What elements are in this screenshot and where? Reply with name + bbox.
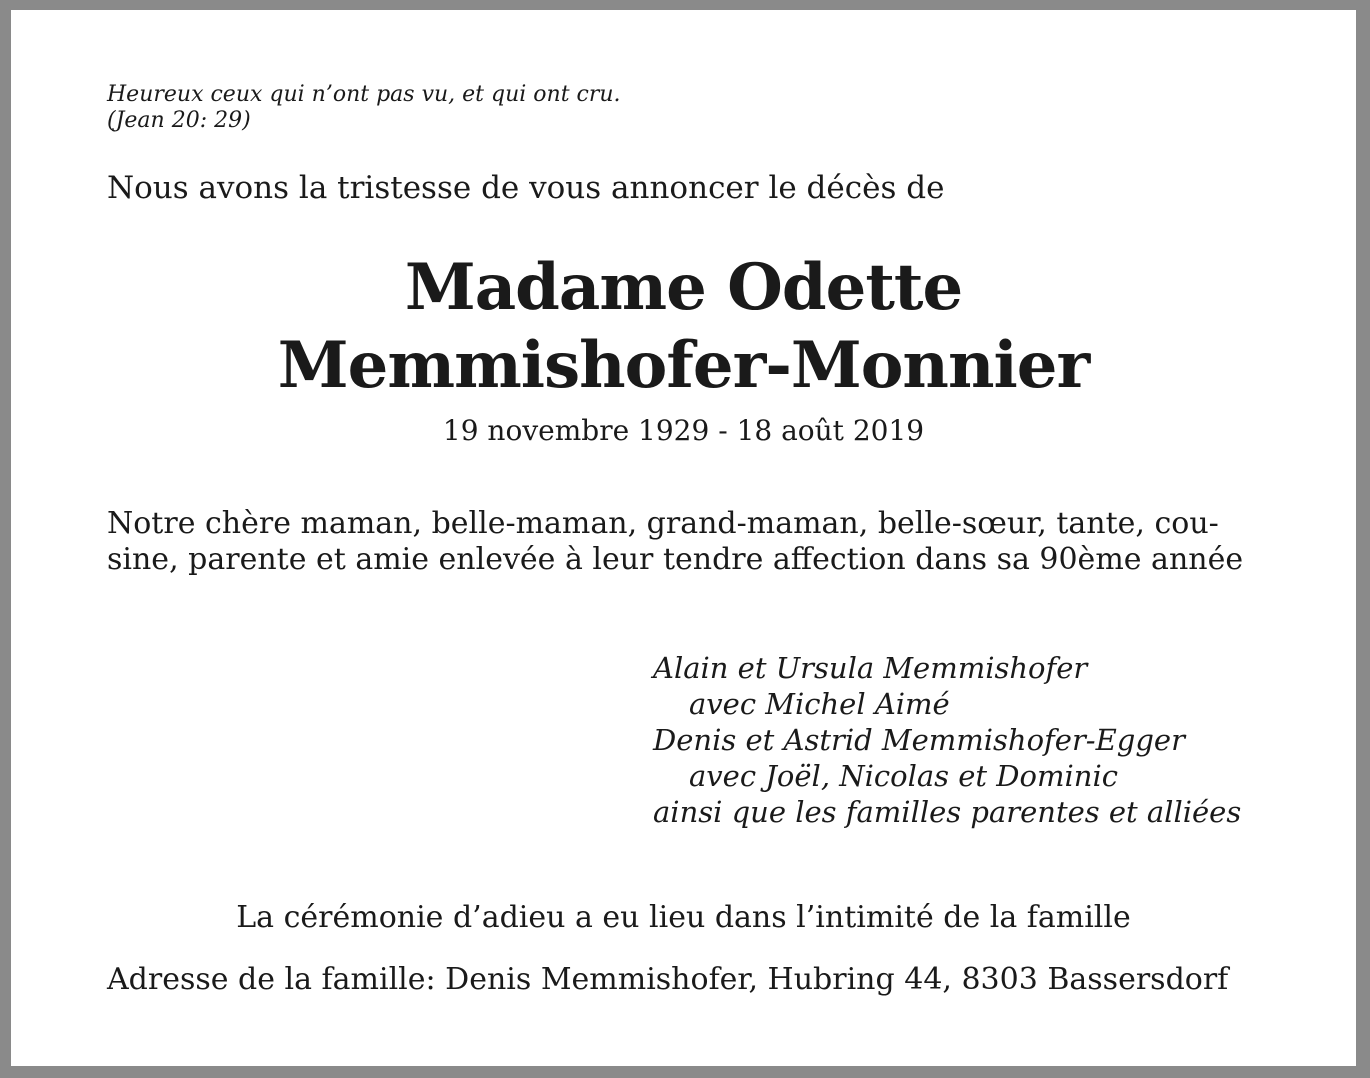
ceremony-notice: La cérémonie d’adieu a eu lieu dans l’intimité de la famille	[236, 900, 1131, 935]
bible-verse-reference: (Jean 20: 29)	[107, 108, 251, 133]
description-line-1: Notre chère maman, belle-maman, grand-maman, belle-sœur, tante, cou-	[107, 506, 1219, 541]
deceased-name-line-2: Memmishofer-Monnier	[277, 328, 1090, 403]
deceased-name-line-1: Madame Odette	[404, 250, 963, 325]
bible-verse: Heureux ceux qui n’ont pas vu, et qui ont cru.	[107, 82, 621, 107]
description-line-2: sine, parente et amie enlevée à leur tendre affection dans sa 90ème année	[107, 542, 1244, 577]
announcement-intro: Nous avons la tristesse de vous annoncer le décès de	[107, 170, 945, 206]
obituary-page	[11, 10, 1356, 1066]
family-address: Adresse de la famille: Denis Memmishofer, Hubring 44, 8303 Bassersdorf	[107, 962, 1229, 997]
family-member-line: avec Michel Aimé	[689, 687, 950, 721]
life-dates: 19 novembre 1929 - 18 août 2019	[442, 414, 925, 447]
family-member-line: ainsi que les familles parentes et alliées	[653, 795, 1242, 829]
family-member-line: Denis et Astrid Memmishofer-Egger	[653, 723, 1185, 757]
family-member-line: avec Joël, Nicolas et Dominic	[689, 759, 1118, 793]
family-member-line: Alain et Ursula Memmishofer	[653, 651, 1088, 685]
